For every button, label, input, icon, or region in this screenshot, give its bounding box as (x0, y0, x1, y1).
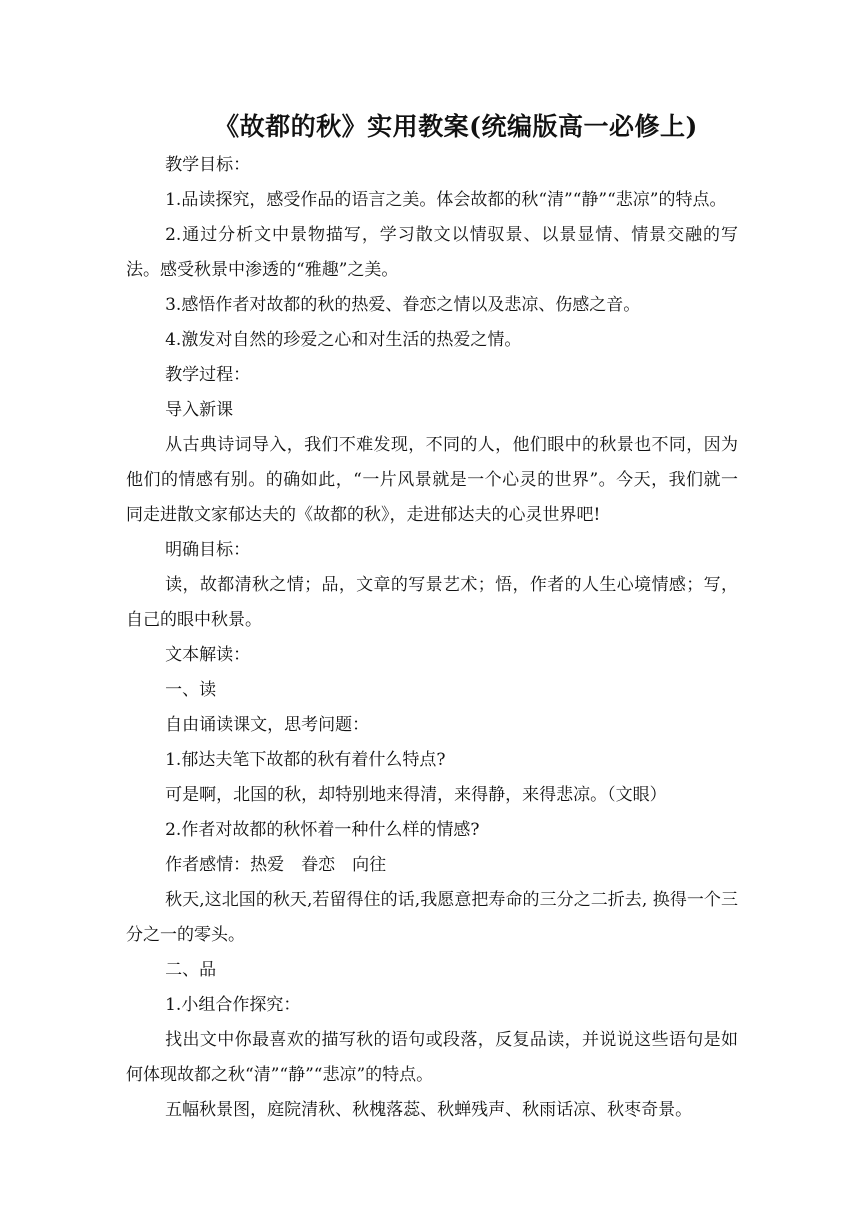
question-2: 2.作者对故都的秋怀着一种什么样的情感? (165, 820, 480, 840)
goal-item-2: 2.通过分析文中景物描写，学习散文以情驭景、以景显情、情景交融的写法。感受秋景中渗透的“雅趣”之美。 (126, 225, 738, 280)
intro-paragraph: 从古典诗词导入，我们不难发现，不同的人，他们眼中的秋景也不同，因为他们的情感有别。的确如此，“一片风景就是一个心灵的世界”。今天，我们就一同走进散文家郁达夫的《故都的秋》，走进郁达夫的心灵世界吧! (126, 435, 738, 525)
section-one-read: 一、读 (165, 680, 217, 700)
goal-item-1: 1.品读探究，感受作品的语言之美。体会故都的秋“清”“静”“悲凉”的特点。 (165, 190, 727, 210)
document-title: 《故都的秋》实用教案(统编版高一必修上) (214, 112, 698, 141)
quote-paragraph: 秋天,这北国的秋天,若留得住的话,我愿意把寿命的三分之二折去, 换得一个三分之一的零头。 (126, 890, 738, 945)
group-task-heading: 1.小组合作探究： (165, 995, 301, 1015)
goals-summary-paragraph: 读，故都清秋之情；品，文章的写景艺术；悟，作者的人生心境情感；写，自己的眼中秋景。 (126, 575, 738, 630)
answer-1: 可是啊，北国的秋，却特别地来得清，来得静，来得悲凉。（文眼） (165, 785, 667, 805)
subheading-clear-goals: 明确目标： (165, 540, 251, 560)
section-heading-teaching-process: 教学过程： (165, 365, 251, 385)
group-task-paragraph: 找出文中你最喜欢的描写秋的语句或段落，反复品读，并说说这些语句是如何体现故都之秋“清”“静”“悲凉”的特点。 (126, 1030, 738, 1085)
goal-item-3: 3.感悟作者对故都的秋的热爱、眷恋之情以及悲凉、伤感之音。 (165, 295, 641, 315)
five-scenes-paragraph: 五幅秋景图，庭院清秋、秋槐落蕊、秋蝉残声、秋雨话凉、秋枣奇景。 (165, 1100, 693, 1120)
section-two-appreciate: 二、品 (165, 960, 217, 980)
question-1: 1.郁达夫笔下故都的秋有着什么特点? (165, 750, 446, 770)
answer-2: 作者感情：热爱 眷恋 向往 (165, 855, 387, 875)
read-instruction: 自由诵读课文，思考问题： (165, 715, 370, 735)
document-body (126, 148, 738, 1128)
section-heading-teaching-goals: 教学目标： (165, 155, 251, 175)
subheading-text-reading: 文本解读： (165, 645, 251, 665)
subheading-intro: 导入新课 (165, 400, 234, 420)
goal-item-4: 4.激发对自然的珍爱之心和对生活的热爱之情。 (165, 330, 522, 350)
